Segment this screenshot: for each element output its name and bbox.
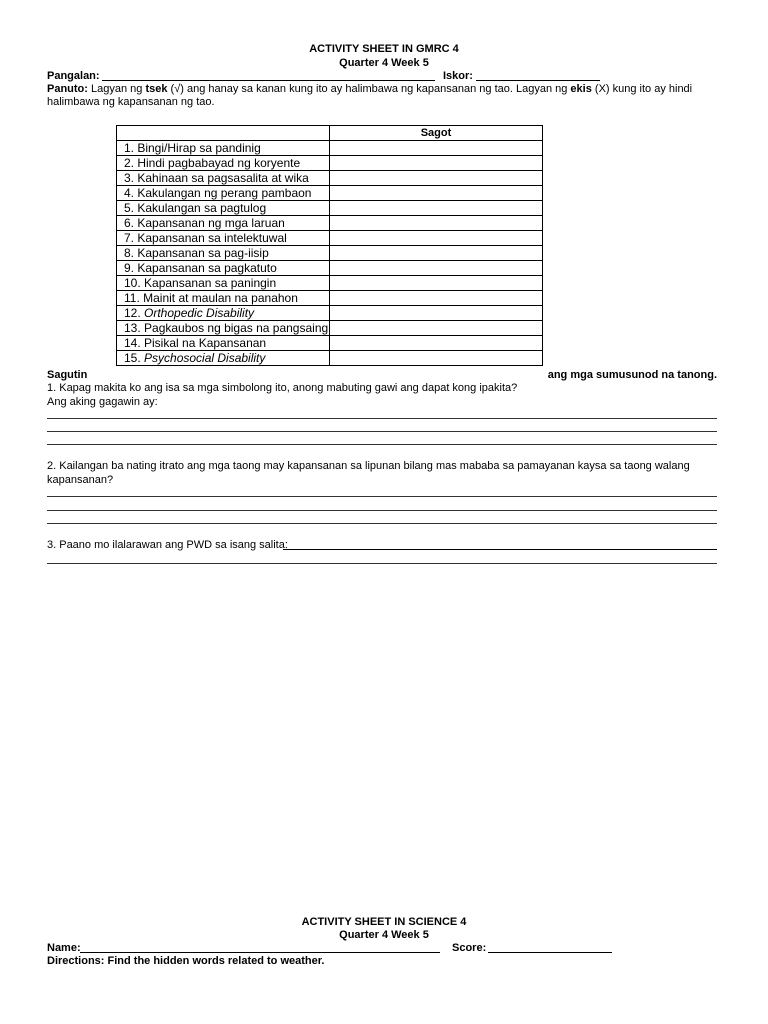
table-row [117, 246, 543, 261]
answer-line[interactable] [47, 523, 717, 524]
item-label: 5. Kakulangan sa pagtulog [117, 201, 330, 216]
instructions-tsek: tsek [145, 83, 168, 95]
table-row [117, 216, 543, 231]
instructions-text: (√) ang hanay sa kanan kung ito ay halimbawa ng kapansanan ng tao. Lagyan ng [167, 83, 571, 95]
answer-cell[interactable] [330, 261, 543, 276]
sheet2-title: ACTIVITY SHEET IN SCIENCE 4 [301, 916, 467, 928]
table-row [117, 336, 543, 351]
table-header-sagot: Sagot [330, 126, 543, 141]
table-row [117, 171, 543, 186]
instructions-text: Lagyan ng [87, 83, 146, 95]
question-2: 2. Kailangan ba nating itrato ang mga taong may kapansanan sa lipunan bilang mas mababa sa pamayanan kaysa sa taong walang [47, 460, 690, 472]
table-row [117, 186, 543, 201]
score-field[interactable] [476, 80, 600, 81]
answer-cell[interactable] [330, 351, 543, 366]
table-row [117, 231, 543, 246]
answer-line[interactable] [47, 431, 717, 432]
question-3: 3. Paano mo ilalarawan ang PWD sa isang salita: [47, 539, 288, 551]
name-field[interactable] [102, 80, 435, 81]
item-label: 8. Kapansanan sa pag-iisip [117, 246, 330, 261]
sheet2-subtitle: Quarter 4 Week 5 [339, 929, 429, 941]
item-label [117, 351, 330, 366]
item-label: 7. Kapansanan sa intelektuwal [117, 231, 330, 246]
sheet2-score-label: Score: [452, 942, 487, 954]
answer-table [116, 125, 543, 366]
item-label: 4. Kakulangan ng perang pambaon [117, 186, 330, 201]
answer-cell[interactable] [330, 156, 543, 171]
score-label: Iskor: [443, 70, 473, 82]
item-label: 2. Hindi pagbabayad ng koryente [117, 156, 330, 171]
sheet-title: ACTIVITY SHEET IN GMRC 4 [309, 43, 459, 55]
item-label: 3. Kahinaan sa pagsasalita at wika [117, 171, 330, 186]
sagutin-left: Sagutin [47, 369, 88, 381]
answer-line[interactable] [47, 444, 717, 445]
item-label [117, 306, 330, 321]
sagutin-right: ang mga sumusunod na tanong. [547, 369, 717, 381]
answer-cell[interactable] [330, 171, 543, 186]
instructions-line2: halimbawa ng kapansanan ng tao. [47, 96, 215, 108]
answer-cell[interactable] [330, 231, 543, 246]
name-label: Pangalan: [47, 70, 100, 82]
table-row [117, 321, 543, 336]
item-number: 15. [124, 351, 145, 365]
item-italic: Psychosocial Disability [144, 351, 266, 365]
table-row [117, 201, 543, 216]
sheet2-name-field[interactable] [80, 952, 440, 953]
answer-line[interactable] [47, 496, 717, 497]
item-label: 13. Pagkaubos ng bigas na pangsaing [117, 321, 330, 336]
item-label: 11. Mainit at maulan na panahon [117, 291, 330, 306]
question-1: 1. Kapag makita ko ang isa sa mga simbolong ito, anong mabuting gawi ang dapat kong ipakita? [47, 382, 518, 394]
item-label: 14. Pisikal na Kapansanan [117, 336, 330, 351]
table-row [117, 306, 543, 321]
answer-cell[interactable] [330, 141, 543, 156]
answer-line[interactable] [47, 563, 717, 564]
answer-line[interactable] [47, 418, 717, 419]
answer-line[interactable] [47, 510, 717, 511]
item-label: 6. Kapansanan ng mga laruan [117, 216, 330, 231]
table-row [117, 261, 543, 276]
table-row [117, 156, 543, 171]
table-row [117, 291, 543, 306]
item-italic: Orthopedic Disability [144, 306, 255, 320]
instructions-label: Panuto: [47, 83, 88, 95]
sheet2-name-label: Name: [47, 942, 81, 954]
sheet2-directions: Directions: Find the hidden words related to weather. [47, 955, 325, 967]
answer-cell[interactable] [330, 276, 543, 291]
item-label: 10. Kapansanan sa paningin [117, 276, 330, 291]
instructions-ekis: ekis [570, 83, 592, 95]
answer-cell[interactable] [330, 201, 543, 216]
table-row [117, 276, 543, 291]
answer-cell[interactable] [330, 291, 543, 306]
question-2-line2: kapansanan? [47, 474, 114, 486]
item-label: 9. Kapansanan sa pagkatuto [117, 261, 330, 276]
answer-line[interactable] [283, 549, 717, 550]
answer-cell[interactable] [330, 321, 543, 336]
item-label: 1. Bingi/Hirap sa pandinig [117, 141, 330, 156]
question-1-answer-label: Ang aking gagawin ay: [47, 396, 158, 408]
sheet2-score-field[interactable] [488, 952, 612, 953]
table-header-row [117, 126, 543, 141]
answer-cell[interactable] [330, 306, 543, 321]
table-header-empty [117, 126, 330, 141]
answer-cell[interactable] [330, 336, 543, 351]
answer-cell[interactable] [330, 186, 543, 201]
instructions [47, 82, 727, 96]
sheet-subtitle: Quarter 4 Week 5 [339, 57, 429, 69]
table-row [117, 351, 543, 366]
answer-cell[interactable] [330, 216, 543, 231]
instructions-text: (X) kung ito ay hindi [591, 83, 693, 95]
answer-cell[interactable] [330, 246, 543, 261]
item-number: 12. [124, 306, 145, 320]
table-row [117, 141, 543, 156]
